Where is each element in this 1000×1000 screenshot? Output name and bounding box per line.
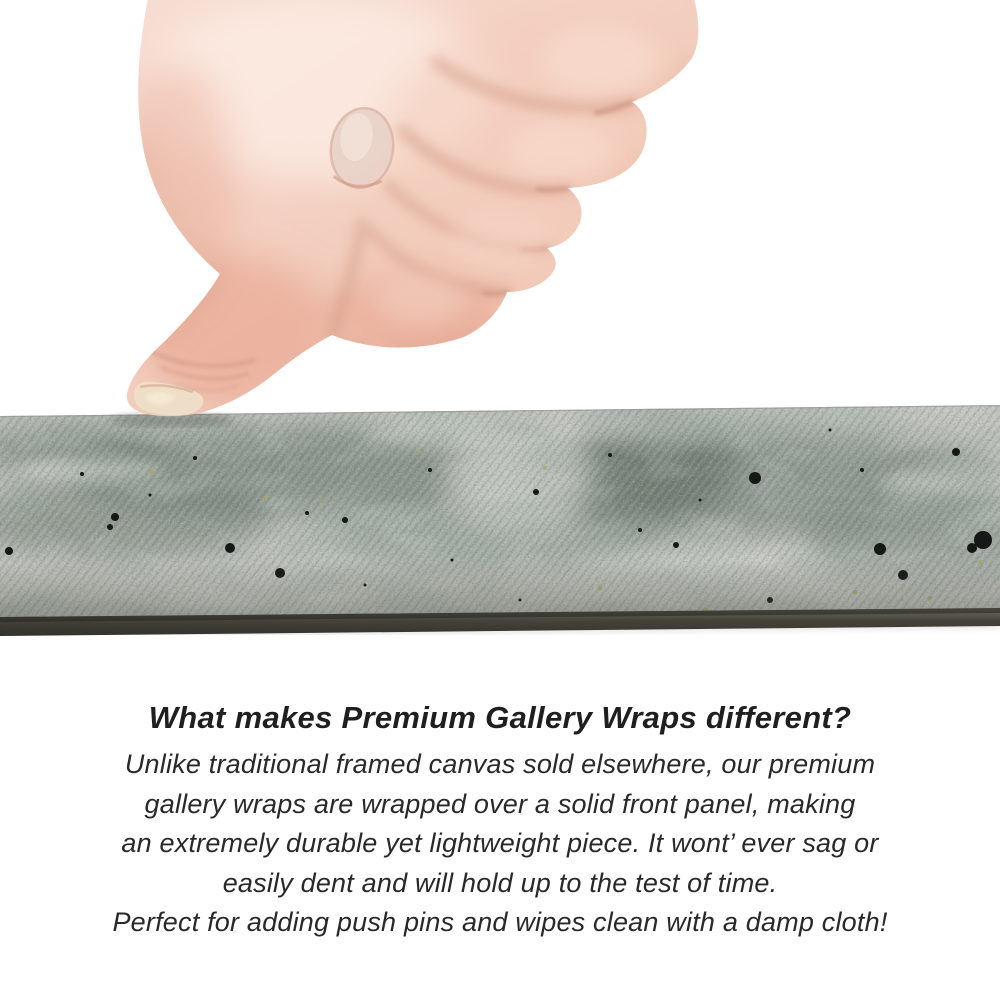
- body-line-3: an extremely durable yet lightweight piece. It wont’ ever sag or: [121, 828, 879, 858]
- headline: What makes Premium Gallery Wraps different?: [148, 700, 852, 735]
- body-line-2: gallery wraps are wrapped over a solid front panel, making: [144, 788, 856, 819]
- body-line-1: Unlike traditional framed canvas sold elsewhere, our premium: [124, 749, 876, 779]
- body-line-5: Perfect for adding push pins and wipes clean with a damp cloth!: [112, 907, 888, 937]
- marketing-copy: [0, 696, 1000, 943]
- body-text: [0, 745, 1000, 943]
- body-line-4: easily dent and will hold up to the test of time.: [222, 867, 778, 898]
